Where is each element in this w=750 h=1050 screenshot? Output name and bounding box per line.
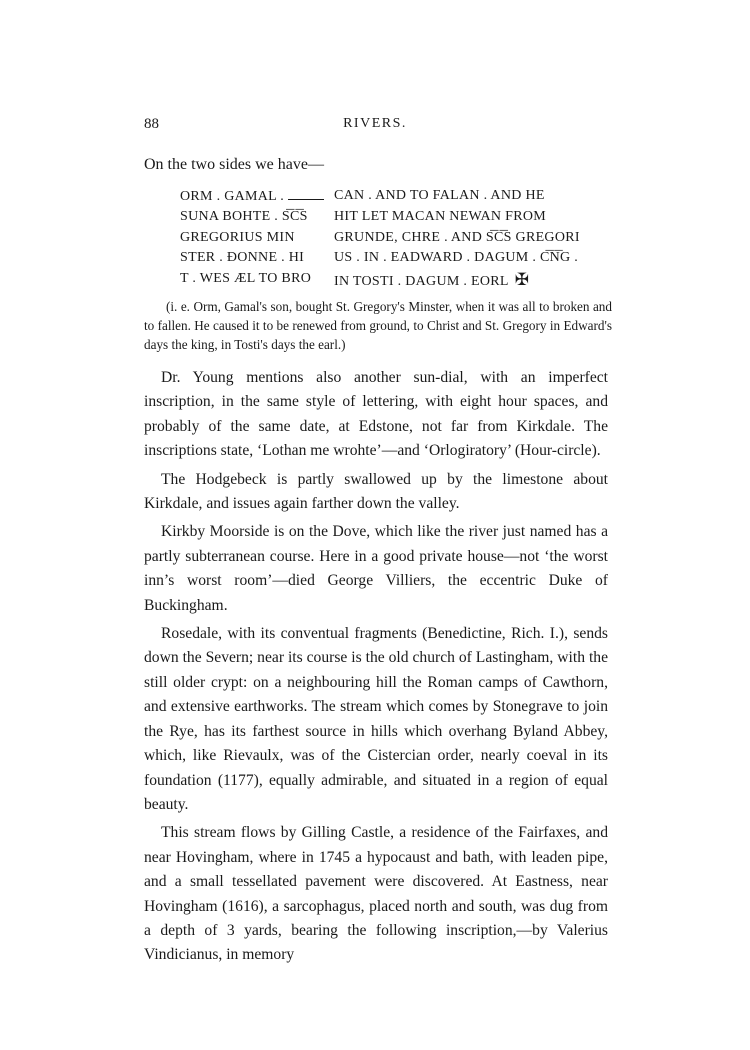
- inscription-left-line: STER . ÐONNE . HI: [180, 250, 305, 266]
- inscription-table: [180, 188, 620, 292]
- inscription-row: [180, 271, 620, 292]
- page-header: [144, 116, 606, 140]
- inscription-right-line: US . IN . EADWARD . DAGUM . C͞N͞G .: [334, 250, 579, 266]
- inscription-left-line: GREGORIUS MIN: [180, 229, 295, 245]
- paragraph: The Hodgebeck is partly swallowed up by the limestone about Kirkdale, and issues again farther down the valley.: [144, 470, 608, 513]
- inscription-left-line: T . WES ÆL TO BRO: [180, 271, 312, 287]
- inscription-right-line: HIT LET MACAN NEWAN FROM: [334, 208, 547, 224]
- inscription-left-line: ORM . GAMAL .: [180, 188, 324, 205]
- paragraph: Rosedale, with its conventual fragments (Benedictine, Rich. I.), sends down the Severn; near its course is the old church of Lastingham, with the still older crypt: on a neighbouring hill the Roman camps of Cawthorn, and extensive earthworks. The stream which comes by Stonegrave to join the Rye, has its farthest source in hills which overhang Byland Abbey, which, like Rievaulx, was of the Cistercian order, nearly coeval in its foundation (1177), equally admirable, and situated in a region of equal beauty.: [144, 625, 608, 813]
- translation-note: [144, 297, 612, 354]
- intro-line: On the two sides we have—: [144, 156, 324, 173]
- inscription-row: [180, 230, 620, 251]
- paragraph: Kirkby Moorside is on the Dove, which like the river just named has a partly subterranean course. Here in a good private house—not ‘the worst inn’s worst room’—died George Villiers, the eccentric Duke of Buckingham.: [144, 523, 608, 614]
- inscription-right-line: GRUNDE, CHRE . AND S͞C͞S GREGORI: [334, 229, 580, 245]
- translation-text: (i. e. Orm, Gamal's son, bought St. Gregory's Minster, when it was all to broken and to fallen. He caused it to be renewed from ground, to Christ and St. Gregory in Edward's days the king, in Tosti's days the earl.): [144, 299, 612, 352]
- blank-rule: [288, 188, 324, 200]
- page-number: 88: [144, 116, 159, 132]
- inscription-left-line: SUNA BOHTE . S͞C͞S: [180, 208, 308, 224]
- paragraph: Dr. Young mentions also another sun-dial, with an imperfect inscription, in the same style of lettering, with eight hour spaces, and probably of the same date, at Edstone, not far from Kirkdale. The inscriptions state, ‘Lothan me wrohte’—and ‘Orlogiratory’ (Hour-circle).: [144, 369, 608, 460]
- inscription-row: [180, 250, 620, 271]
- paragraph: This stream flows by Gilling Castle, a residence of the Fairfaxes, and near Hovingham, where in 1745 a hypocaust and bath, with leaden pipe, and a small tessellated pavement were discovered. At Eastness, near Hovingham (1616), a sarcophagus, placed north and south, was dug from a depth of 3 yards, bearing the following inscription,—by Valerius Vindicianus, in memory: [144, 824, 608, 964]
- inscription-row: [180, 188, 620, 209]
- running-title: RIVERS.: [343, 116, 407, 131]
- inscription-right-line: CAN . AND TO FALAN . AND HE: [334, 188, 545, 203]
- inscription-row: [180, 209, 620, 230]
- body-text: [144, 366, 608, 972]
- inscription-right-line: IN TOSTI . DAGUM . EORL ✠: [334, 270, 530, 290]
- cross-pattee-icon: ✠: [514, 270, 530, 290]
